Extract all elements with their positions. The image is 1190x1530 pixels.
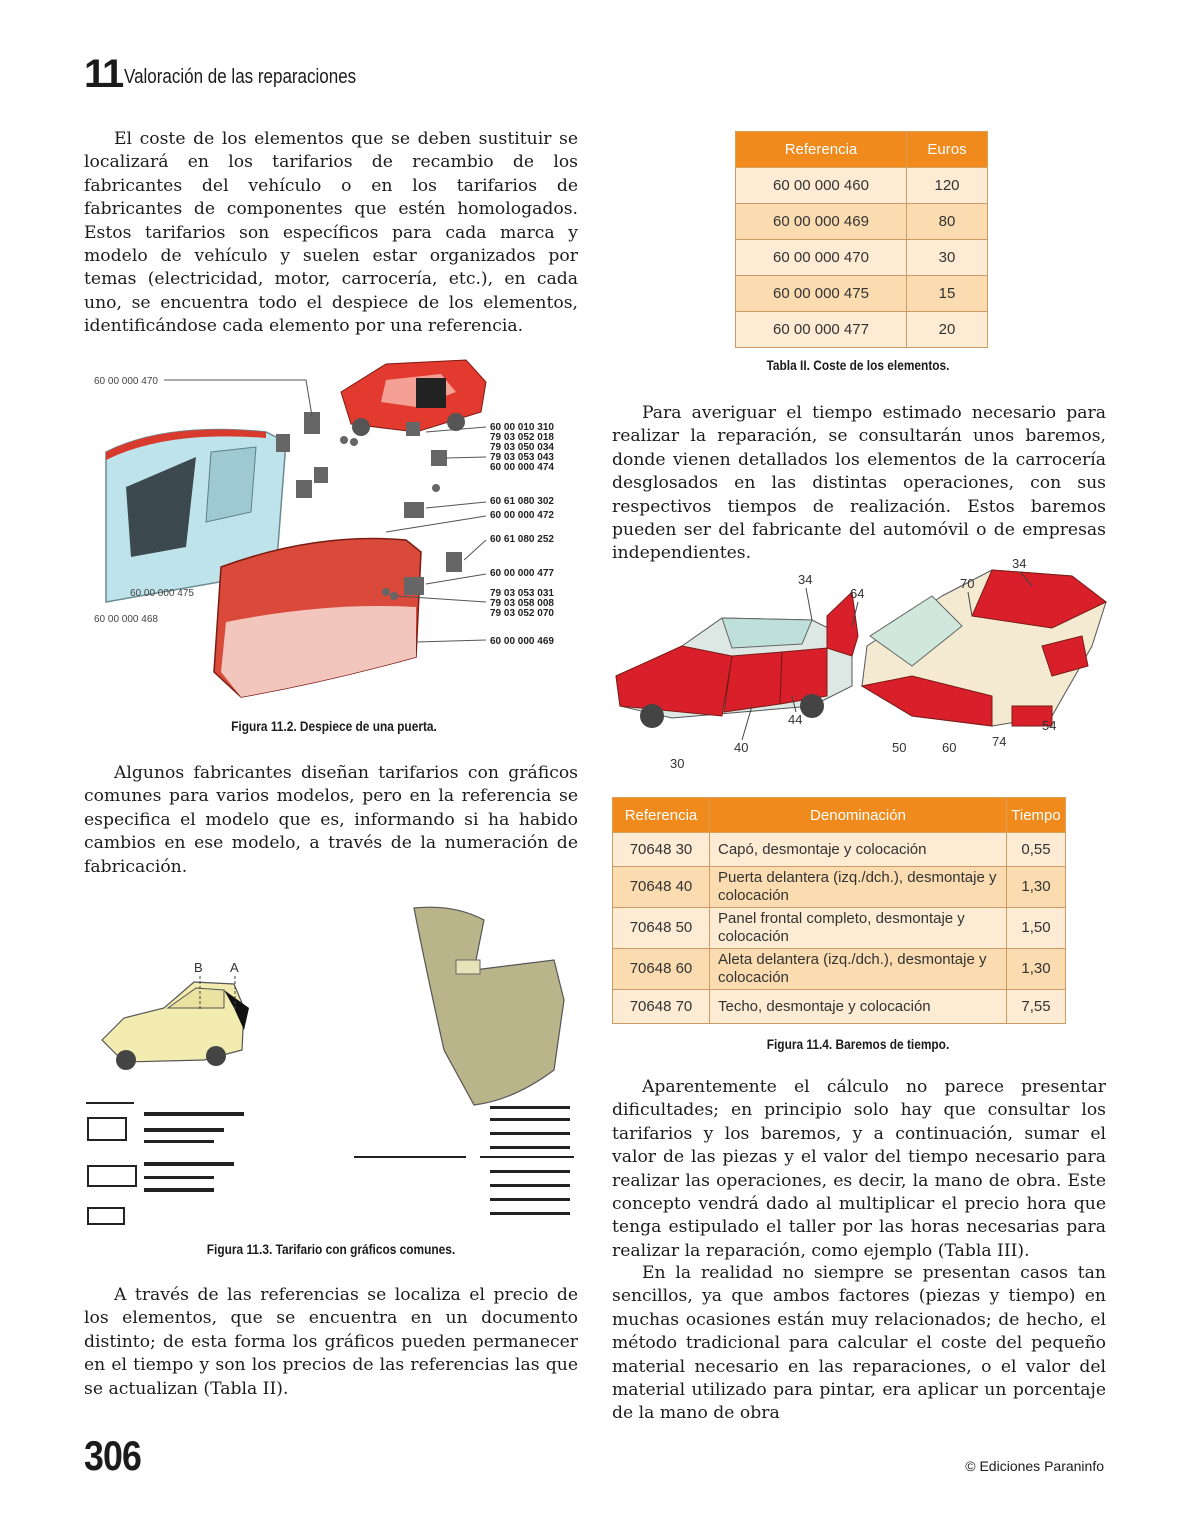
svg-text:60 00 000 474: 60 00 000 474 xyxy=(490,462,554,473)
svg-text:60: 60 xyxy=(942,740,957,755)
svg-text:50: 50 xyxy=(892,740,907,755)
chapter-title: Valoración de las reparaciones xyxy=(124,66,357,88)
catalog-rows xyxy=(86,1102,574,1224)
table-row: 70648 50 Panel frontal completo, desmontaje y colocación 1,50 xyxy=(613,908,1066,949)
paragraph-2: Algunos fabricantes diseñan tarifarios con gráficos comunes para varios modelos, pero en la referencia se especifica el modelo que es, informando si ha habido cambios en ese modelo, a través de la numeración de fabricación. xyxy=(84,763,578,877)
ref-label-left: 60 00 000 468 xyxy=(94,614,158,625)
label-b: B xyxy=(194,960,203,975)
chapter-number: 11 xyxy=(84,52,123,96)
svg-text:60 00 000 477: 60 00 000 477 xyxy=(490,568,554,579)
table-row: 60 00 000 470 30 xyxy=(736,240,988,276)
table-header: Referencia xyxy=(736,132,907,168)
svg-text:60 61 080 302: 60 61 080 302 xyxy=(490,496,554,507)
svg-text:60 00 000 472: 60 00 000 472 xyxy=(490,510,554,521)
paragraph-1: El coste de los elementos que se deben sustituir se localizará en los tarifarios de recambio de los fabricantes del vehículo o en los tarifarios de fabricantes de componentes que estén homologados. Estos tarifarios son específicos para cada marca y modelo de vehículo y suelen estar organizados por temas (electricidad, motor, carrocería, etc.), en cada uno, se encuentra todo el despiece de los elementos, identificándose cada elemento por una referencia. xyxy=(84,129,578,337)
table-header: Tiempo xyxy=(1007,798,1066,833)
table-row: 70648 70 Techo, desmontaje y colocación 7,55 xyxy=(613,990,1066,1024)
door-exploded-figure xyxy=(86,352,586,712)
copyright: © Ediciones Paraninfo xyxy=(965,1458,1104,1474)
svg-text:79 03 052 018: 79 03 052 018 xyxy=(490,432,554,443)
table-row: 60 00 000 477 20 xyxy=(736,312,988,348)
svg-text:79 03 052 070: 79 03 052 070 xyxy=(490,608,554,619)
paragraph-5: Aparentemente el cálculo no parece presentar dificultades; en principio solo hay que consultar los tarifarios y los baremos, y a continuación, sumar el valor de las piezas y el valor del tiempo necesario para realizar las operaciones, es decir, la mano de obra. Este concepto vendrá dado al multiplicar el precio hora que tenga estipulado el taller por las horas necesarias para realizar la reparación, como ejemplo (Tabla III). xyxy=(612,1077,1106,1261)
time-table xyxy=(612,797,1066,1024)
svg-text:60 61 080 252: 60 61 080 252 xyxy=(490,534,554,545)
sedan-illustration xyxy=(616,592,858,728)
table-caption: Tabla II. Coste de los elementos. xyxy=(766,357,950,373)
table-header: Euros xyxy=(907,132,988,168)
quarter-panel xyxy=(414,907,564,1105)
ref-label-left: 60 00 000 470 xyxy=(94,376,158,387)
svg-text:60 00 010 310: 60 00 010 310 xyxy=(490,422,554,433)
svg-text:44: 44 xyxy=(788,712,803,727)
table-row: 60 00 000 469 80 xyxy=(736,204,988,240)
svg-text:79 03 050 034: 79 03 050 034 xyxy=(490,442,554,453)
page-number: 306 xyxy=(84,1432,142,1479)
paragraph-4: Para averiguar el tiempo estimado necesario para realizar la reparación, se consultarán unos baremos, donde vienen detallados los elementos de la carrocería desglosados en las distintas operaciones, con sus respectivos tiempos de realización. Estos baremos pueden ser del fabricante del automóvil o de empresas independientes. xyxy=(612,403,1106,564)
table-row: 70648 30 Capó, desmontaje y colocación 0,55 xyxy=(613,833,1066,867)
svg-text:74: 74 xyxy=(992,734,1007,749)
svg-text:79 03 058 008: 79 03 058 008 xyxy=(490,598,554,609)
figure-caption: Figura 11.2. Despiece de una puerta. xyxy=(231,718,437,734)
svg-text:70: 70 xyxy=(960,576,975,591)
svg-text:64: 64 xyxy=(850,586,865,601)
ref-label-left: 60 00 000 475 xyxy=(130,588,194,599)
ref-labels-right xyxy=(490,422,554,647)
table-row: 70648 60 Aleta delantera (izq./dch.), desmontaje y colocación 1,30 xyxy=(613,949,1066,990)
svg-text:34: 34 xyxy=(1012,556,1027,571)
table-row: 70648 40 Puerta delantera (izq./dch.), desmontaje y colocación 1,30 xyxy=(613,867,1066,908)
svg-text:30: 30 xyxy=(670,756,685,771)
body-shell-illustration xyxy=(862,570,1106,726)
svg-text:40: 40 xyxy=(734,740,749,755)
table-row: 60 00 000 460 120 xyxy=(736,168,988,204)
table-header: Denominación xyxy=(710,798,1007,833)
table-row: 60 00 000 475 15 xyxy=(736,276,988,312)
label-a: A xyxy=(230,960,239,975)
svg-text:79 03 053 031: 79 03 053 031 xyxy=(490,588,554,599)
table-header: Referencia xyxy=(613,798,710,833)
svg-text:34: 34 xyxy=(798,572,813,587)
paragraph-6: En la realidad no siempre se presentan casos tan sencillos, ya que ambos factores (piezas y tiempo) en muchas ocasiones están muy relacionados; de hecho, el método tradicional para calcular el coste del pequeño material necesario en las reparaciones, o el valor del material utilizado para pintar, era aplicar un porcentaje de la mano de obra xyxy=(612,1263,1106,1424)
paragraph-3: A través de las referencias se localiza el precio de los elementos, que se encuentra en un documento distinto; de esta forma los gráficos pueden permanecer en el tiempo y son los precios de las referencias las que se actualizan (Tabla II). xyxy=(84,1285,578,1399)
car-illustration xyxy=(102,982,249,1070)
cost-table xyxy=(735,131,988,348)
svg-text:60 00 000 469: 60 00 000 469 xyxy=(490,636,554,647)
body-parts-figure xyxy=(612,556,1108,776)
figure-caption: Figura 11.4. Baremos de tiempo. xyxy=(766,1036,950,1052)
svg-text:54: 54 xyxy=(1042,718,1057,733)
common-graphics-figure xyxy=(84,900,580,1230)
svg-text:79 03 053 043: 79 03 053 043 xyxy=(490,452,554,463)
figure-caption: Figura 11.3. Tarifario con gráficos comunes. xyxy=(206,1241,456,1257)
